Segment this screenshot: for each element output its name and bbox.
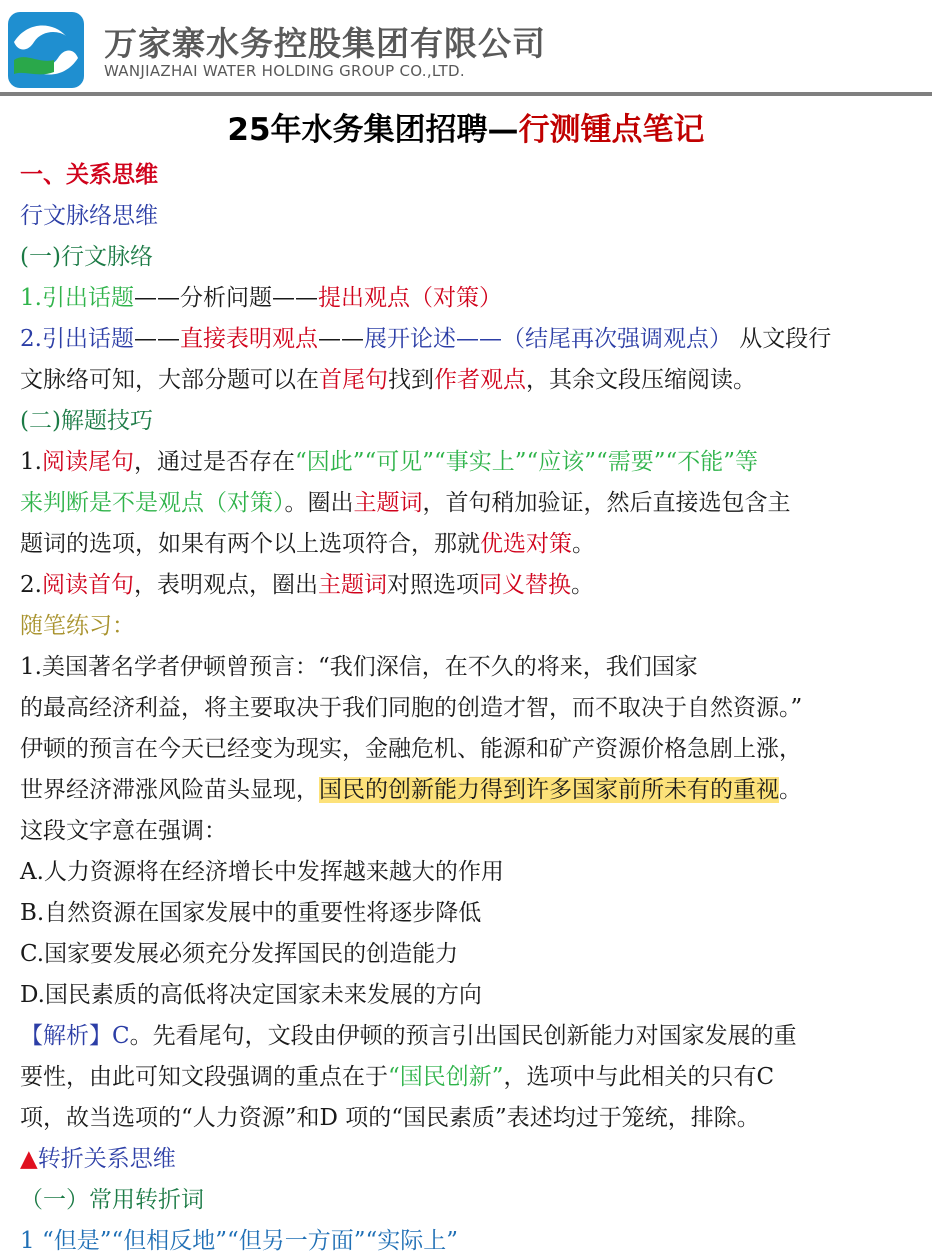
heading-solving-skills: (二)解题技巧 — [20, 408, 153, 434]
analysis-line-2: 要性，由此可知文段强调的重点在于“国民创新”，选项中与此相关的只有C — [20, 1064, 775, 1090]
header-divider — [0, 92, 932, 96]
company-name-cn: 万家寨水务控股集团有限公司 — [104, 24, 546, 63]
question-line-3: 伊顿的预言在今天已经变为现实，金融危机、能源和矿产资源价格急剧上涨， — [20, 736, 802, 762]
section-heading-relation-thinking: 一、关系思维 — [20, 161, 158, 188]
company-logo-icon — [8, 12, 84, 88]
contrast-words-1: 1 “但是”“但相反地”“但另一方面”“实际上” — [20, 1228, 459, 1254]
option-c: C.国家要发展必须充分发挥国民的创造能力 — [20, 941, 459, 967]
question-line-1: 1.美国著名学者伊顿曾预言：“我们深信，在不久的将来，我们国家 — [20, 654, 698, 680]
page-title: 25年水务集团招聘—行测锺点笔记 — [227, 112, 705, 148]
question-line-2: 的最高经济利益，将主要取决于我们同胞的创造才智，而不取决于自然资源。” — [20, 695, 803, 721]
skill-1-line-1: 1.阅读尾句，通过是否存在“因此”“可见”“事实上”“应该”“需要”“不能”等 — [20, 449, 759, 475]
triangle-icon: ▲ — [20, 1146, 38, 1172]
heading-text-structure: (一)行文脉络 — [20, 244, 153, 270]
practice-heading: 随笔练习： — [20, 613, 135, 639]
company-name-en: WANJIAZHAI WATER HOLDING GROUP CO.,LTD. — [104, 62, 465, 80]
skill-2: 2.阅读首句，表明观点，圈出主题词对照选项同义替换。 — [20, 572, 594, 598]
highlighted-sentence: 国民的创新能力得到许多国家前所未有的重视 — [319, 777, 779, 803]
subheading-text-structure: 行文脉络思维 — [20, 203, 158, 229]
section-heading-contrast-thinking: ▲转折关系思维 — [20, 1146, 176, 1172]
option-d: D.国民素质的高低将决定国家未来发展的方向 — [20, 982, 482, 1008]
analysis-line-3: 项，故当选项的“人力资源”和D 项的“国民素质”表述均过于笼统，排除。 — [20, 1105, 760, 1131]
structure-pattern-1: 1.引出话题——分析问题——提出观点（对策） — [20, 285, 502, 311]
structure-pattern-2: 2.引出话题——直接表明观点——展开论述——（结尾再次强调观点） 从文段行 — [20, 326, 832, 352]
skill-1-line-2: 来判断是不是观点（对策）。圈出主题词，首句稍加验证，然后直接选包含主 — [20, 490, 791, 516]
question-prompt: 这段文字意在强调： — [20, 818, 227, 844]
analysis-line-1: 【解析】C。先看尾句，文段由伊顿的预言引出国民创新能力对国家发展的重 — [20, 1023, 797, 1049]
skill-1-line-3: 题词的选项，如果有两个以上选项符合，那就优选对策。 — [20, 531, 595, 557]
question-line-4: 世界经济滞涨风险苗头显现，国民的创新能力得到许多国家前所未有的重视。 — [20, 777, 802, 803]
heading-contrast-words: （一）常用转折词 — [20, 1187, 204, 1213]
option-a: A.人力资源将在经济增长中发挥越来越大的作用 — [20, 859, 504, 885]
option-b: B.自然资源在国家发展中的重要性将逐步降低 — [20, 900, 482, 926]
company-header — [0, 0, 932, 92]
structure-conclusion: 文脉络可知，大部分题可以在首尾句找到作者观点，其余文段压缩阅读。 — [20, 367, 756, 393]
